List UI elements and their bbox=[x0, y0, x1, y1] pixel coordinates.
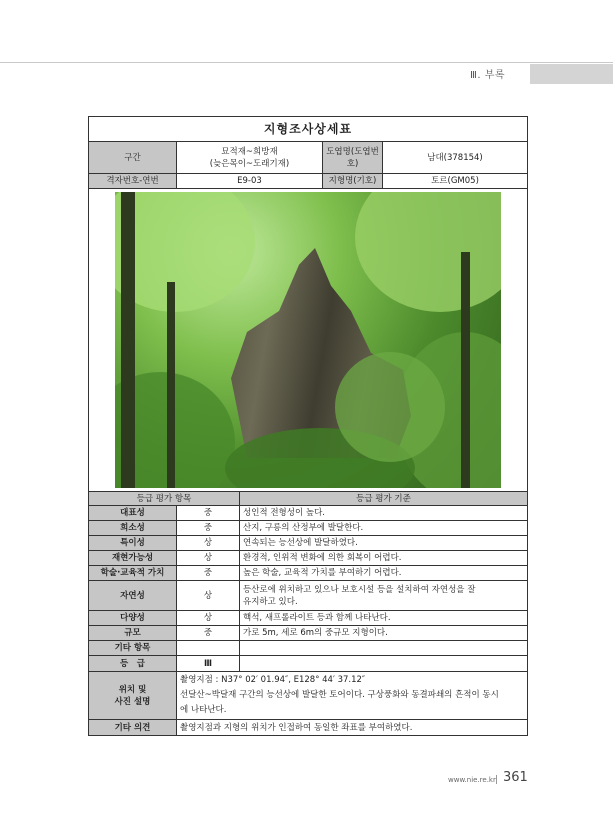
grid-label: 격자번호-연번 bbox=[89, 174, 177, 189]
page-number: 361 bbox=[503, 770, 528, 785]
landform-value: 토르(GM05) bbox=[383, 174, 528, 189]
grading-criteria: 등산로에 위치하고 있으나 보호시설 등을 설치하여 자연성을 잘 유지하고 있다. bbox=[240, 581, 528, 611]
grading-criteria: 높은 학술, 교육적 가치를 부여하기 어렵다. bbox=[240, 566, 528, 581]
chapter-label: Ⅲ. 부록 bbox=[470, 70, 506, 81]
chapter-tab bbox=[530, 64, 613, 84]
grading-item-header: 등급 평가 항목 bbox=[89, 492, 240, 506]
photo-cell bbox=[89, 189, 528, 492]
grid-value: E9-03 bbox=[177, 174, 323, 189]
grading-row bbox=[89, 566, 528, 581]
grading-grade: 상 bbox=[177, 551, 240, 566]
landform-label: 지형명(기호) bbox=[323, 174, 383, 189]
grading-row bbox=[89, 611, 528, 626]
grading-grade: 중 bbox=[177, 521, 240, 536]
map-value: 남대(378154) bbox=[383, 142, 528, 174]
grading-item: 자연성 bbox=[89, 581, 177, 611]
grading-row bbox=[89, 581, 528, 611]
grading-grade: 중 bbox=[177, 626, 240, 641]
grading-row bbox=[89, 521, 528, 536]
grading-criteria-header: 등급 평가 기준 bbox=[240, 492, 528, 506]
grading-item: 규모 bbox=[89, 626, 177, 641]
grading-item: 다양성 bbox=[89, 611, 177, 626]
other-item-grade bbox=[177, 641, 240, 656]
grading-item: 희소성 bbox=[89, 521, 177, 536]
grading-grade: 상 bbox=[177, 611, 240, 626]
grading-item: 학술·교육적 가치 bbox=[89, 566, 177, 581]
grading-row bbox=[89, 626, 528, 641]
grading-criteria: 가로 5m, 세로 6m의 중규모 지형이다. bbox=[240, 626, 528, 641]
grading-grade: 상 bbox=[177, 536, 240, 551]
grading-item: 재현가능성 bbox=[89, 551, 177, 566]
grading-grade: 상 bbox=[177, 581, 240, 611]
other-opinion-text: 촬영지점과 지형의 위치가 인접하여 동일한 좌표를 부여하였다. bbox=[177, 720, 528, 736]
map-label: 도엽명(도엽번호) bbox=[323, 142, 383, 174]
tor-photo bbox=[115, 192, 501, 488]
footer-url: www.nie.re.kr bbox=[448, 776, 496, 784]
survey-table bbox=[88, 116, 528, 736]
grading-row bbox=[89, 506, 528, 521]
location-label: 위치 및 사진 설명 bbox=[89, 672, 177, 720]
table-title: 지형조사상세표 bbox=[89, 117, 528, 142]
final-grade-criteria bbox=[240, 656, 528, 672]
grading-row bbox=[89, 536, 528, 551]
grading-item: 대표성 bbox=[89, 506, 177, 521]
location-description: 촬영지점 : N37° 02′ 01.94″, E128° 44′ 37.12″ 선달산~박달재 구간의 능선상에 발달한 토어이다. 구상풍화와 동결파쇄의 흔적이 동시 에 나타난다. bbox=[177, 672, 528, 720]
grading-row bbox=[89, 551, 528, 566]
grading-criteria: 핵석, 새프롤라이트 등과 함께 나타난다. bbox=[240, 611, 528, 626]
other-opinion-label: 기타 의견 bbox=[89, 720, 177, 736]
grading-criteria: 성인적 전형성이 높다. bbox=[240, 506, 528, 521]
grading-grade: 중 bbox=[177, 506, 240, 521]
other-item-label: 기타 항목 bbox=[89, 641, 177, 656]
other-item-criteria bbox=[240, 641, 528, 656]
grading-criteria: 산지, 구릉의 산정부에 발달한다. bbox=[240, 521, 528, 536]
section-label: 구간 bbox=[89, 142, 177, 174]
grading-criteria: 연속되는 능선상에 발달하였다. bbox=[240, 536, 528, 551]
final-grade-value: Ⅲ bbox=[177, 656, 240, 672]
grading-item: 특이성 bbox=[89, 536, 177, 551]
footer-separator bbox=[496, 775, 497, 784]
grading-criteria: 환경적, 인위적 변화에 의한 회복이 어렵다. bbox=[240, 551, 528, 566]
header-rule bbox=[0, 62, 613, 63]
grading-grade: 중 bbox=[177, 566, 240, 581]
section-value: 묘적재~희방재 (늦은목이~도래기재) bbox=[177, 142, 323, 174]
final-grade-label: 등 급 bbox=[89, 656, 177, 672]
